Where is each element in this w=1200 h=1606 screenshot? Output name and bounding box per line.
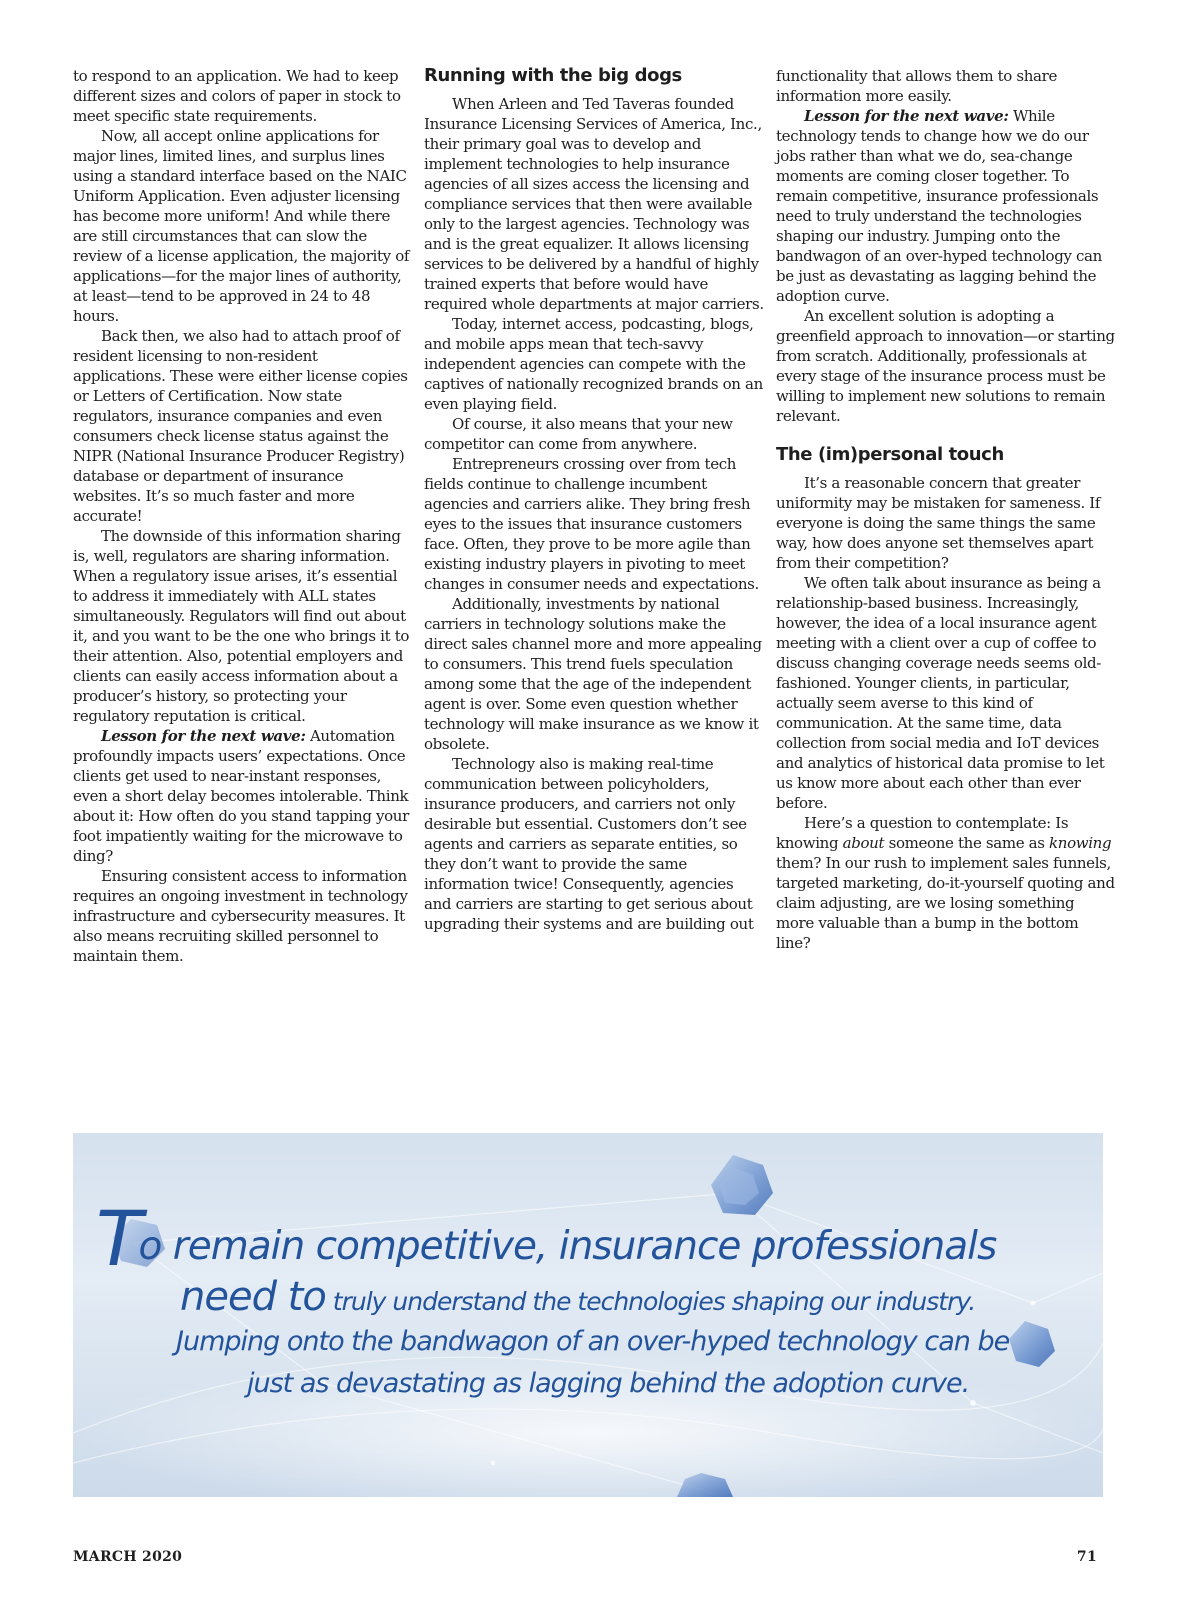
paragraph [776,106,1116,306]
paragraph [73,726,413,866]
column-1 [73,66,413,966]
paragraph: An excellent solution is adopting a greenfield approach to innovation—or starting from scratch. Additionally, professionals at every stage of the insurance process must be willing to implement new solutions to remain relevant. [776,307,1115,425]
paragraph [776,813,1116,953]
text-run: them? In our rush to implement sales funnels, targeted marketing, do-it-yourself quoting and claim adjusting, are we losing something more valuable than a bump in the bottom line? [776,854,1115,952]
text-run: someone the same as [884,834,1050,852]
section-heading: The (im)personal touch [776,444,1004,465]
paragraph: Technology also is making real-time communication between policyholders, insurance producers, and carriers not only desirable but essential. Customers don’t see agents and carriers as separate entities, so they don’t want to provide the same information twice! Consequently, agencies and carriers are starting to get serious about upgrading their systems and are building out [424,755,754,933]
paragraph: Now, all accept online applications for major lines, limited lines, and surplus lines using a standard interface based on the NAIC Uniform Application. Even adjuster licensing has become more uniform! And while there are still circumstances that can slow the review of a license application, the majority of applications—for the major lines of authority, at least—tend to be approved in 24 to 48 hours. [73,127,410,325]
pullquote-line-1 [96,1188,1126,1283]
paragraph: functionality that allows them to share information more easily. [776,67,1057,105]
column-3 [776,66,1116,953]
paragraph: Ensuring consistent access to information requires an ongoing investment in technology infrastructure and cybersecurity measures. It also means recruiting skilled personnel to maintain them. [73,867,408,965]
lesson-text: Automation profoundly impacts users’ expectations. Once clients get used to near-instant responses, even a short delay becomes intolerable. Think about it: How often do you stand tapping your foot impatiently waiting for the microwave to ding? [73,727,409,865]
column-2 [424,64,764,934]
lesson-label: Lesson for the next wave: [804,107,1009,125]
pullquote-text: truly understand the technologies shaping our industry. [325,1287,976,1316]
text-run: Here’s a question to contemplate: Is knowing [776,814,1069,852]
paragraph: The downside of this information sharing is, well, regulators are sharing information. When a regulatory issue arises, it’s essential to address it immediately with ALL states simultaneously. Regulators will find out about it, and you want to be the one who brings it to their attention. Also, potential employers and clients can easily access information about a producer’s history, so protecting your regulatory reputation is critical. [73,527,410,725]
page-number: 71 [1076,1549,1097,1565]
paragraph: It’s a reasonable concern that greater uniformity may be mistaken for sameness. If everyone is doing the same things the same way, how does anyone set themselves apart from their competition? [776,474,1101,572]
paragraph: to respond to an application. We had to keep different sizes and colors of paper in stock to meet specific state requirements. [73,67,401,125]
paragraph: Of course, it also means that your new competitor can come from anywhere. [424,415,733,453]
paragraph: We often talk about insurance as being a relationship-based business. Increasingly, however, the idea of a local insurance agent meeting with a client over a cup of coffee to discuss changing coverage needs seems old-fashioned. Younger clients, in particular, actually seem averse to this kind of communication. At the same time, data collection from social media and IoT devices and analytics of historical data promise to let us know more about each other than ever before. [776,574,1105,812]
paragraph: Today, internet access, podcasting, blogs, and mobile apps mean that tech-savvy independent agencies can compete with the captives of nationally recognized brands on an even playing field. [424,315,763,413]
pullquote-text: o remain competitive, insurance professionals [138,1224,997,1269]
paragraph: Entrepreneurs crossing over from tech fields continue to challenge incumbent agencies and carriers alike. They bring fresh eyes to the issues that insurance customers face. Often, they prove to be more agile than existing industry players in pivoting to meet changes in consumer needs and expectations. [424,455,759,593]
pullquote-emphasis: need to [180,1274,326,1320]
pullquote-line-2 [180,1274,1080,1320]
paragraph: When Arleen and Ted Taveras founded Insurance Licensing Services of America, Inc., their primary goal was to develop and implement technologies to help insurance agencies of all sizes access the licensing and compliance services that then were available only to the largest agencies. Technology was and is the great equalizer. It allows licensing services to be delivered by a handful of highly trained experts that before would have required whole departments at major carriers. [424,95,764,313]
pullquote-line-3: Jumping onto the bandwagon of an over-hyped technology can be [176,1326,1010,1357]
section-heading: Running with the big dogs [424,65,682,86]
lesson-label: Lesson for the next wave: [101,727,306,745]
emphasis: about [842,834,885,852]
paragraph: Additionally, investments by national carriers in technology solutions make the direct sales channel more and more appealing to consumers. This trend fuels speculation among some that the age of the independent agent is over. Some even question whether technology will make insurance as we know it obsolete. [424,595,762,753]
pullquote-initial: T [96,1194,139,1283]
emphasis: knowing [1049,834,1112,852]
pullquote-line-4: just as devastating as lagging behind the adoption curve. [247,1368,970,1399]
lesson-text: While technology tends to change how we do our jobs rather than what we do, sea-change moments are coming closer together. To remain competitive, insurance professionals need to truly understand the technologies shaping our industry. Jumping onto the bandwagon of an over-hyped technology can be just as devastating as lagging behind the adoption curve. [776,107,1102,305]
footer-date: MARCH 2020 [73,1549,183,1565]
paragraph: Back then, we also had to attach proof of resident licensing to non-resident applications. These were either license copies or Letters of Certification. Now state regulators, insurance companies and even consumers check license status against the NIPR (National Insurance Producer Registry) database or department of insurance websites. It’s so much faster and more accurate! [73,327,408,525]
